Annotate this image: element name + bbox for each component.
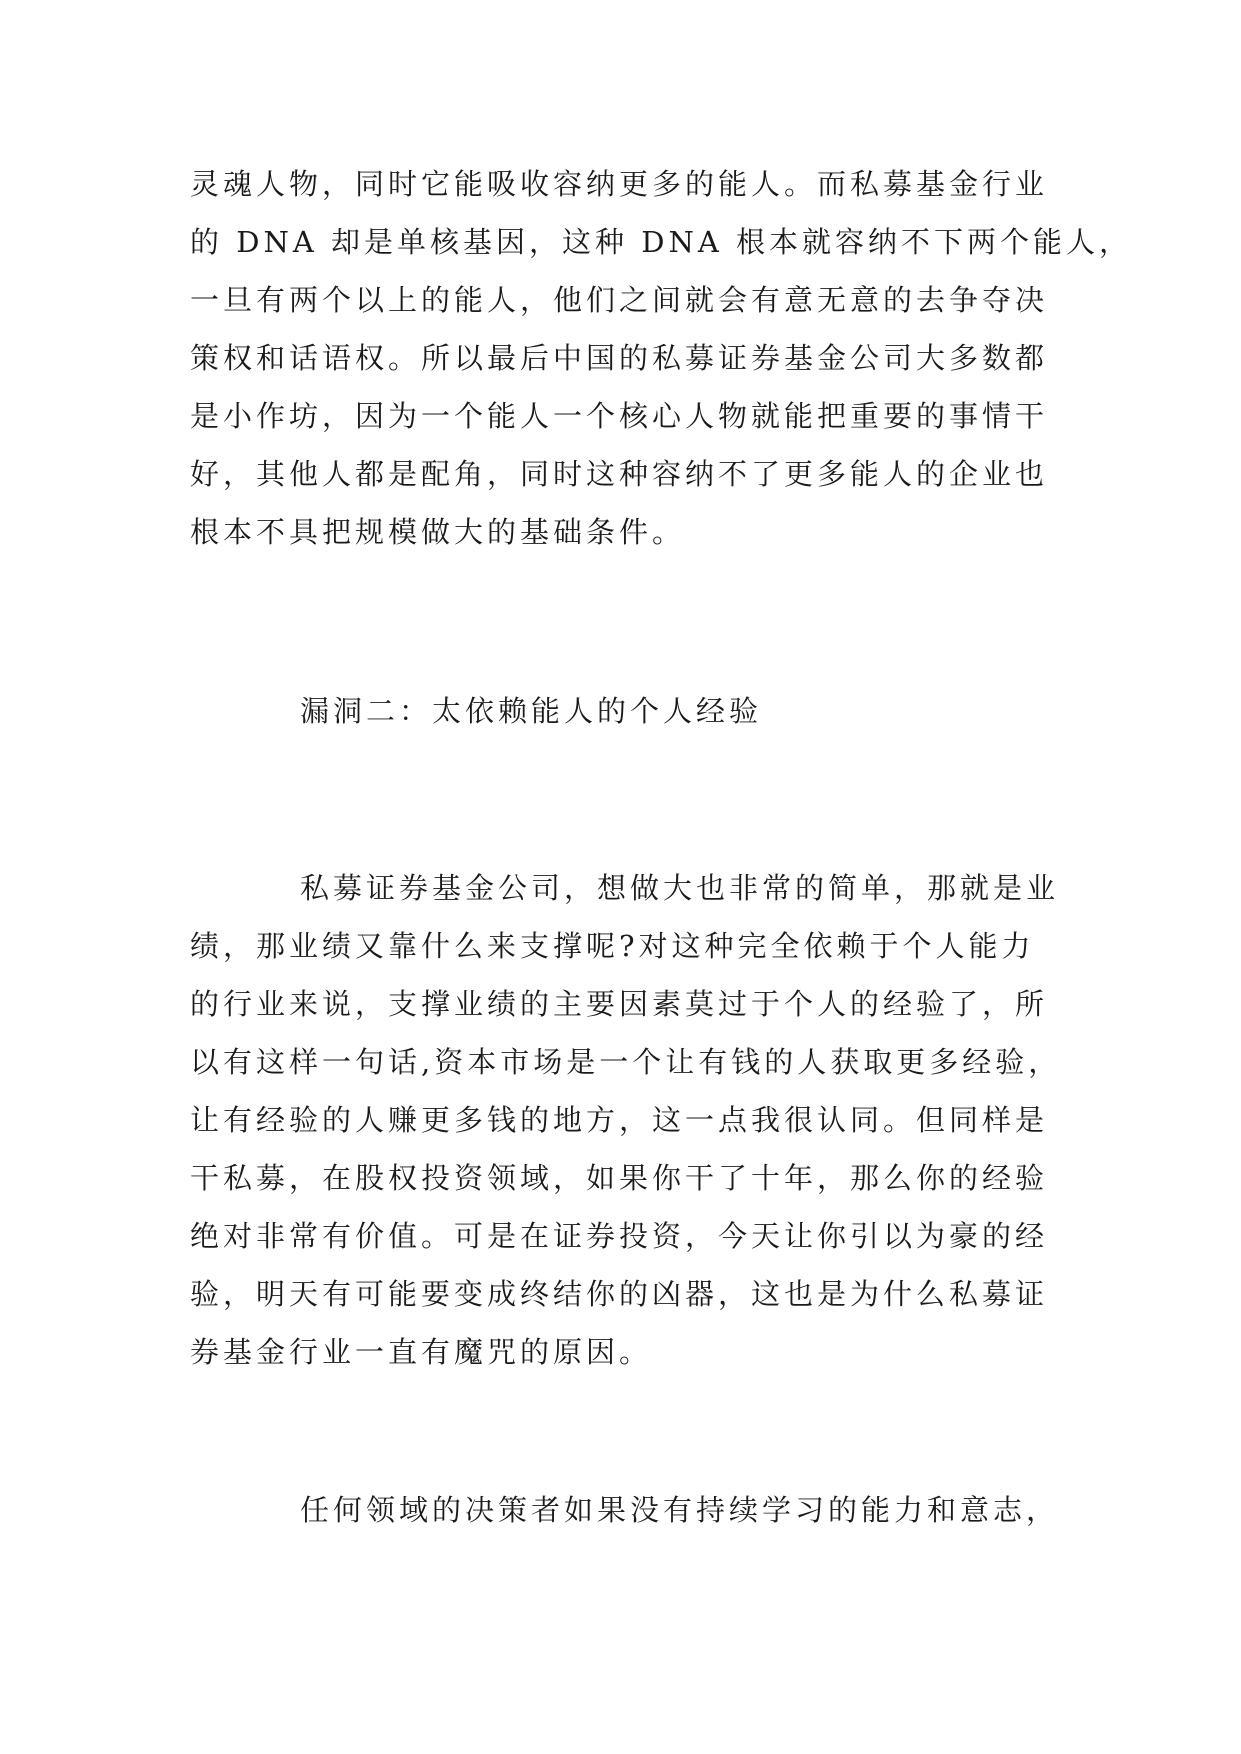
text-line: 绝对非常有价值。可是在证券投资，今天让你引以为豪的经 [190,1219,1049,1253]
text-line: 的 DNA 却是单核基因，这种 DNA 根本就容纳不下两个能人， [190,225,1133,259]
section-heading [300,682,1170,740]
text-line: 验，明天有可能要变成终结你的凶器，这也是为什么私募证 [190,1277,1049,1311]
text-line: 根本不具把规模做大的基础条件。 [190,515,686,549]
paragraph-4 [190,1481,1060,1539]
paragraph-3 [190,859,1060,1381]
text-line: 的行业来说，支撑业绩的主要因素莫过于个人的经验了，所 [190,987,1049,1021]
text-line: 私募证券基金公司，想做大也非常的简单，那就是业 [300,871,1060,905]
text-line: 是小作坊，因为一个能人一个核心人物就能把重要的事情干 [190,399,1049,433]
text-line: 让有经验的人赚更多钱的地方，这一点我很认同。但同样是 [190,1103,1049,1137]
text-line: 一旦有两个以上的能人，他们之间就会有意无意的去争夺决 [190,283,1049,317]
text-line: 策权和话语权。所以最后中国的私募证券基金公司大多数都 [190,341,1049,375]
paragraph-1 [190,155,1133,561]
heading-text: 漏洞二：太依赖能人的个人经验 [300,694,763,728]
text-line: 绩，那业绩又靠什么来支撑呢?对这种完全依赖于个人能力 [190,929,1035,963]
text-line: 干私募，在股权投资领域，如果你干了十年，那么你的经验 [190,1161,1049,1195]
text-line: 灵魂人物，同时它能吸收容纳更多的能人。而私募基金行业 [190,167,1049,201]
text-line: 任何领域的决策者如果没有持续学习的能力和意志， [300,1493,1060,1527]
text-line: 以有这样一句话,资本市场是一个让有钱的人获取更多经验， [190,1045,1062,1079]
text-line: 券基金行业一直有魔咒的原因。 [190,1335,653,1369]
text-line: 好，其他人都是配角，同时这种容纳不了更多能人的企业也 [190,457,1049,491]
